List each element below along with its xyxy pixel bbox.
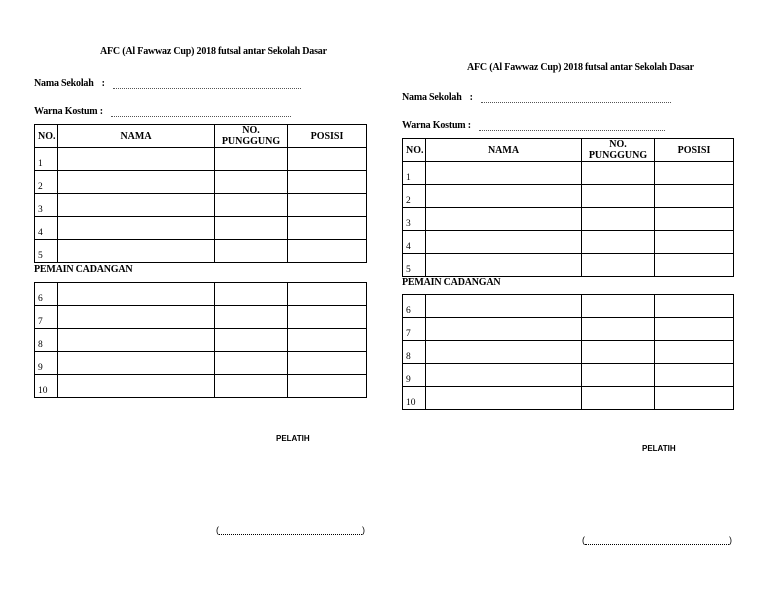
jersey-number-cell[interactable] xyxy=(582,341,655,364)
position-cell[interactable] xyxy=(288,306,367,329)
name-cell[interactable] xyxy=(426,387,582,410)
row-number: 9 xyxy=(403,364,426,387)
table-row xyxy=(35,240,367,263)
position-cell[interactable] xyxy=(288,352,367,375)
jersey-color-field xyxy=(34,106,291,117)
school-name-blank[interactable] xyxy=(481,94,671,103)
row-number: 9 xyxy=(35,352,58,375)
row-number: 4 xyxy=(403,231,426,254)
row-number: 3 xyxy=(35,194,58,217)
form-title: AFC (Al Fawwaz Cup) 2018 futsal antar Sekolah Dasar xyxy=(467,62,694,73)
coach-label: PELATIH xyxy=(642,444,676,453)
main-players-table xyxy=(402,138,734,277)
row-number: 1 xyxy=(403,162,426,185)
reserve-players-title: PEMAIN CADANGAN xyxy=(34,264,133,275)
jersey-number-cell[interactable] xyxy=(582,318,655,341)
jersey-number-cell[interactable] xyxy=(215,283,288,306)
table-row xyxy=(35,148,367,171)
name-cell[interactable] xyxy=(426,231,582,254)
jersey-number-cell[interactable] xyxy=(215,375,288,398)
row-number: 10 xyxy=(35,375,58,398)
col-number-header: NO. PUNGGUNG xyxy=(582,139,655,162)
jersey-number-cell[interactable] xyxy=(582,364,655,387)
coach-signature-line[interactable] xyxy=(582,535,732,545)
col-number-header: NO. PUNGGUNG xyxy=(215,125,288,148)
coach-signature-line[interactable] xyxy=(216,525,365,535)
school-name-colon: : xyxy=(469,92,473,103)
school-name-blank[interactable] xyxy=(113,80,301,89)
table-row xyxy=(35,194,367,217)
position-cell[interactable] xyxy=(288,194,367,217)
jersey-number-cell[interactable] xyxy=(215,171,288,194)
name-cell[interactable] xyxy=(426,341,582,364)
name-cell[interactable] xyxy=(58,329,215,352)
position-cell[interactable] xyxy=(288,240,367,263)
row-number: 8 xyxy=(403,341,426,364)
row-number: 10 xyxy=(403,387,426,410)
table-row xyxy=(35,352,367,375)
table-header-row xyxy=(403,139,734,162)
school-name-label: Nama Sekolah xyxy=(34,78,94,89)
row-number: 1 xyxy=(35,148,58,171)
name-cell[interactable] xyxy=(58,171,215,194)
col-position-header: POSISI xyxy=(655,139,734,162)
table-row xyxy=(403,185,734,208)
jersey-number-cell[interactable] xyxy=(582,208,655,231)
col-name-header: NAMA xyxy=(58,125,215,148)
col-no-header: NO. xyxy=(35,125,58,148)
jersey-number-cell[interactable] xyxy=(582,254,655,277)
position-cell[interactable] xyxy=(655,162,734,185)
jersey-number-cell[interactable] xyxy=(215,306,288,329)
jersey-number-cell[interactable] xyxy=(215,352,288,375)
position-cell[interactable] xyxy=(655,254,734,277)
col-name-header: NAMA xyxy=(426,139,582,162)
main-players-table xyxy=(34,124,367,263)
position-cell[interactable] xyxy=(655,387,734,410)
table-row xyxy=(35,375,367,398)
coach-label: PELATIH xyxy=(276,434,310,443)
position-cell[interactable] xyxy=(288,283,367,306)
row-number: 7 xyxy=(403,318,426,341)
name-cell[interactable] xyxy=(426,208,582,231)
school-name-label: Nama Sekolah xyxy=(402,92,462,103)
jersey-color-label: Warna Kostum : xyxy=(34,106,103,117)
table-row xyxy=(403,162,734,185)
reserve-players-table xyxy=(402,294,734,410)
name-cell[interactable] xyxy=(58,148,215,171)
table-row xyxy=(35,306,367,329)
signature-open-paren: ( xyxy=(216,525,219,535)
position-cell[interactable] xyxy=(655,231,734,254)
name-cell[interactable] xyxy=(426,185,582,208)
signature-close-paren: ) xyxy=(362,525,365,535)
position-cell[interactable] xyxy=(655,208,734,231)
table-row xyxy=(403,231,734,254)
signature-close-paren: ) xyxy=(729,535,732,545)
name-cell[interactable] xyxy=(58,194,215,217)
position-cell[interactable] xyxy=(655,318,734,341)
jersey-number-cell[interactable] xyxy=(582,295,655,318)
row-number: 5 xyxy=(403,254,426,277)
jersey-color-label: Warna Kostum : xyxy=(402,120,471,131)
table-header-row xyxy=(35,125,367,148)
jersey-number-cell[interactable] xyxy=(215,217,288,240)
jersey-number-cell[interactable] xyxy=(215,329,288,352)
row-number: 2 xyxy=(35,171,58,194)
reserve-players-title: PEMAIN CADANGAN xyxy=(402,277,501,288)
table-row xyxy=(403,295,734,318)
form-title: AFC (Al Fawwaz Cup) 2018 futsal antar Sekolah Dasar xyxy=(100,46,327,57)
name-cell[interactable] xyxy=(58,306,215,329)
school-name-colon: : xyxy=(101,78,105,89)
row-number: 6 xyxy=(35,283,58,306)
table-row xyxy=(403,208,734,231)
col-no-header: NO. xyxy=(403,139,426,162)
name-cell[interactable] xyxy=(58,283,215,306)
signature-blank[interactable] xyxy=(585,538,729,545)
jersey-color-field xyxy=(402,120,665,131)
position-cell[interactable] xyxy=(655,295,734,318)
col-position-header: POSISI xyxy=(288,125,367,148)
table-row xyxy=(403,364,734,387)
position-cell[interactable] xyxy=(288,375,367,398)
name-cell[interactable] xyxy=(426,162,582,185)
jersey-number-cell[interactable] xyxy=(215,148,288,171)
school-name-field xyxy=(34,78,301,89)
table-row xyxy=(35,171,367,194)
row-number: 7 xyxy=(35,306,58,329)
jersey-color-blank[interactable] xyxy=(111,108,291,117)
table-row xyxy=(403,387,734,410)
row-number: 6 xyxy=(403,295,426,318)
name-cell[interactable] xyxy=(426,318,582,341)
name-cell[interactable] xyxy=(426,364,582,387)
jersey-number-cell[interactable] xyxy=(582,162,655,185)
row-number: 5 xyxy=(35,240,58,263)
position-cell[interactable] xyxy=(288,329,367,352)
position-cell[interactable] xyxy=(288,171,367,194)
jersey-color-blank[interactable] xyxy=(479,122,665,131)
table-row xyxy=(35,283,367,306)
position-cell[interactable] xyxy=(655,341,734,364)
table-row xyxy=(35,329,367,352)
name-cell[interactable] xyxy=(426,254,582,277)
name-cell[interactable] xyxy=(426,295,582,318)
name-cell[interactable] xyxy=(58,352,215,375)
table-row xyxy=(403,318,734,341)
row-number: 4 xyxy=(35,217,58,240)
jersey-number-cell[interactable] xyxy=(215,194,288,217)
table-row xyxy=(403,254,734,277)
signature-blank[interactable] xyxy=(219,528,362,535)
row-number: 2 xyxy=(403,185,426,208)
position-cell[interactable] xyxy=(655,364,734,387)
jersey-number-cell[interactable] xyxy=(582,387,655,410)
position-cell[interactable] xyxy=(288,217,367,240)
name-cell[interactable] xyxy=(58,240,215,263)
signature-open-paren: ( xyxy=(582,535,585,545)
name-cell[interactable] xyxy=(58,217,215,240)
position-cell[interactable] xyxy=(288,148,367,171)
position-cell[interactable] xyxy=(655,185,734,208)
row-number: 8 xyxy=(35,329,58,352)
reserve-players-table xyxy=(34,282,367,398)
name-cell[interactable] xyxy=(58,375,215,398)
school-name-field xyxy=(402,92,671,103)
jersey-number-cell[interactable] xyxy=(582,185,655,208)
row-number: 3 xyxy=(403,208,426,231)
jersey-number-cell[interactable] xyxy=(215,240,288,263)
table-row xyxy=(403,341,734,364)
jersey-number-cell[interactable] xyxy=(582,231,655,254)
table-row xyxy=(35,217,367,240)
